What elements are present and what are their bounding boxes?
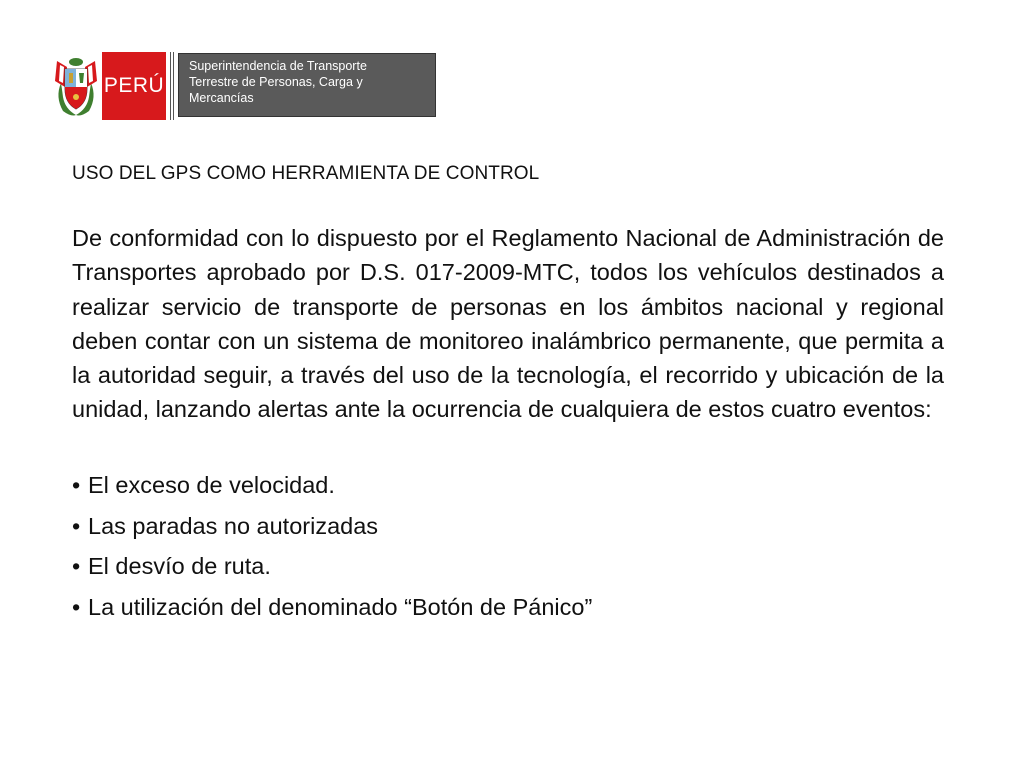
entity-name-box bbox=[178, 53, 436, 117]
entity-line-1: Superintendencia de Transporte bbox=[189, 59, 367, 73]
list-item bbox=[72, 506, 592, 547]
bullet-text: El exceso de velocidad. bbox=[88, 472, 335, 498]
peru-text: PERÚ bbox=[103, 74, 165, 97]
bullet-icon: • bbox=[72, 553, 81, 579]
bullet-text: El desvío de ruta. bbox=[88, 553, 271, 579]
slide-title: USO DEL GPS COMO HERRAMIENTA DE CONTROL bbox=[72, 163, 540, 184]
bullet-icon: • bbox=[72, 593, 81, 620]
bullet-text: Las paradas no autorizadas bbox=[88, 512, 379, 539]
bullet-list bbox=[72, 465, 592, 627]
header-logo bbox=[50, 52, 436, 120]
list-item bbox=[72, 465, 592, 506]
list-item bbox=[72, 587, 592, 628]
peru-label bbox=[102, 52, 166, 120]
slide-paragraph: De conformidad con lo dispuesto por el Reglamento Nacional de Administración de Transportes aprobado por D.S. 017-2009-MTC, todos los vehículos destinados a realizar servicio de transporte de personas en los ámbitos nacional y regional deben contar con un sistema de monitoreo inalámbrico permanente, que permita a la autoridad seguir, a través del uso de la tecnología, el recorrido y ubicación de la unidad, lanzando alertas ante la ocurrencia de cualquiera de estos cuatro eventos: bbox=[72, 225, 944, 423]
bullet-icon: • bbox=[72, 472, 81, 498]
coat-of-arms-icon bbox=[50, 52, 102, 120]
entity-line-3: Mercancías bbox=[189, 91, 254, 105]
list-item bbox=[72, 546, 592, 587]
entity-line-2: Terrestre de Personas, Carga y bbox=[189, 75, 363, 89]
bullet-text: La utilización del denominado “Botón de Pánico” bbox=[88, 593, 593, 620]
bullet-icon: • bbox=[72, 512, 81, 539]
